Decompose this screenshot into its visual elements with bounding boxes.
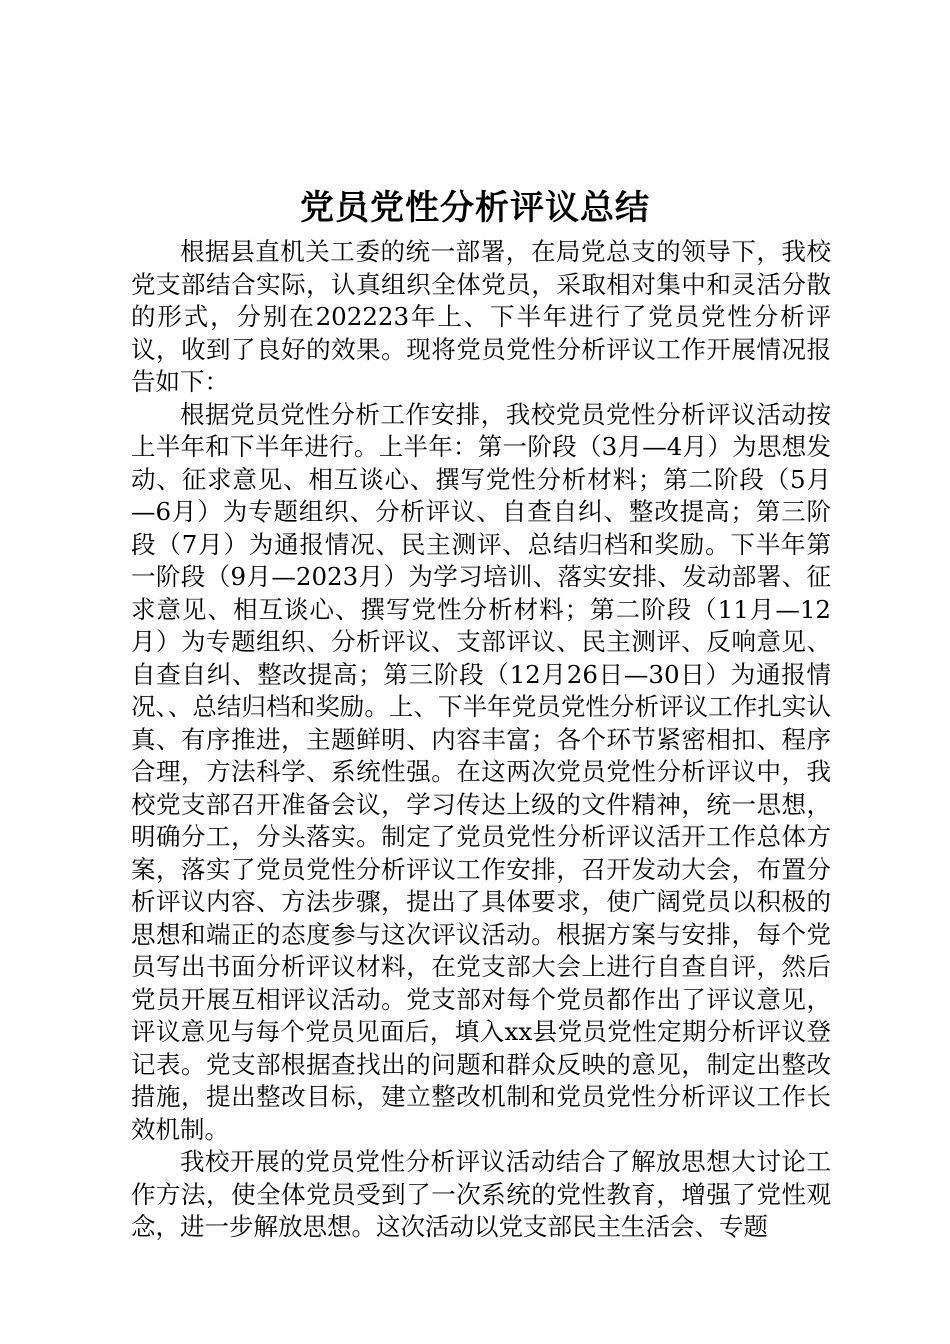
paragraph-schedule: 根据党员党性分析工作安排，我校党员党性分析评议活动按上半年和下半年进行。上半年：第一阶段（3月—4月）为思想发动、征求意见、相互谈心、撰写党性分析材料；第二阶段（5月—6月）为专题组织、分析评议、自查自纠、整改提高；第三阶段（7月）为通报情况、民主测评、总结归档和奖励。下半年第一阶段（9月—2023月）为学习培训、落实安排、发动部署、征求意见、相互谈心、撰写党性分析材料；第二阶段（11月—12月）为专题组织、分析评议、支部评议、民主测评、反响意见、自查自纠、整改提高；第三阶段（12月26日—30日）为通报情况、、总结归档和奖励。上、下半年党员党性分析评议工作扎实认真、有序推进，主题鲜明、内容丰富；各个环节紧密相扣、程序合理，方法科学、系统性强。在这两次党员党性分析评议中，我校党支部召开准备会议，学习传达上级的文件精神，统一思想，明确分工，分头落实。制定了党员党性分析评议活开工作总体方案，落实了党员党性分析评议工作安排，召开发动大会，布置分析评议内容、方法步骤，提出了具体要求，使广阔党员以积极的思想和端正的态度参与这次评议活动。根据方案与安排，每个党员写出书面分析评议材料，在党支部大会上进行自查自评，然后党员开展互相评议活动。党支部对每个党员都作出了评议意见，评议意见与每个党员见面后，填入xx县党员党性定期分析评议登记表。党支部根据查找出的问题和群众反映的意见，制定出整改措施，提出整改目标，建立整改机制和党员党性分析评议工作长效机制。 <box>131 399 831 1144</box>
document-title: 党员党性分析评议总结 <box>300 188 650 228</box>
paragraph-intro: 根据县直机关工委的统一部署，在局党总支的领导下，我校党支部结合实际，认真组织全体党员，采取相对集中和灵活分散的形式，分别在202223年上、下半年进行了党员党性分析评议，收到了良好的效果。现将党员党性分析评议工作开展情况报告如下： <box>131 237 831 396</box>
document-body <box>131 236 831 1244</box>
paragraph-results: 我校开展的党员党性分析评议活动结合了解放思想大讨论工作方法，使全体党员受到了一次系统的党性教育，增强了党性观念，进一步解放思想。这次活动以党支部民主生活会、专题 <box>131 1147 831 1241</box>
